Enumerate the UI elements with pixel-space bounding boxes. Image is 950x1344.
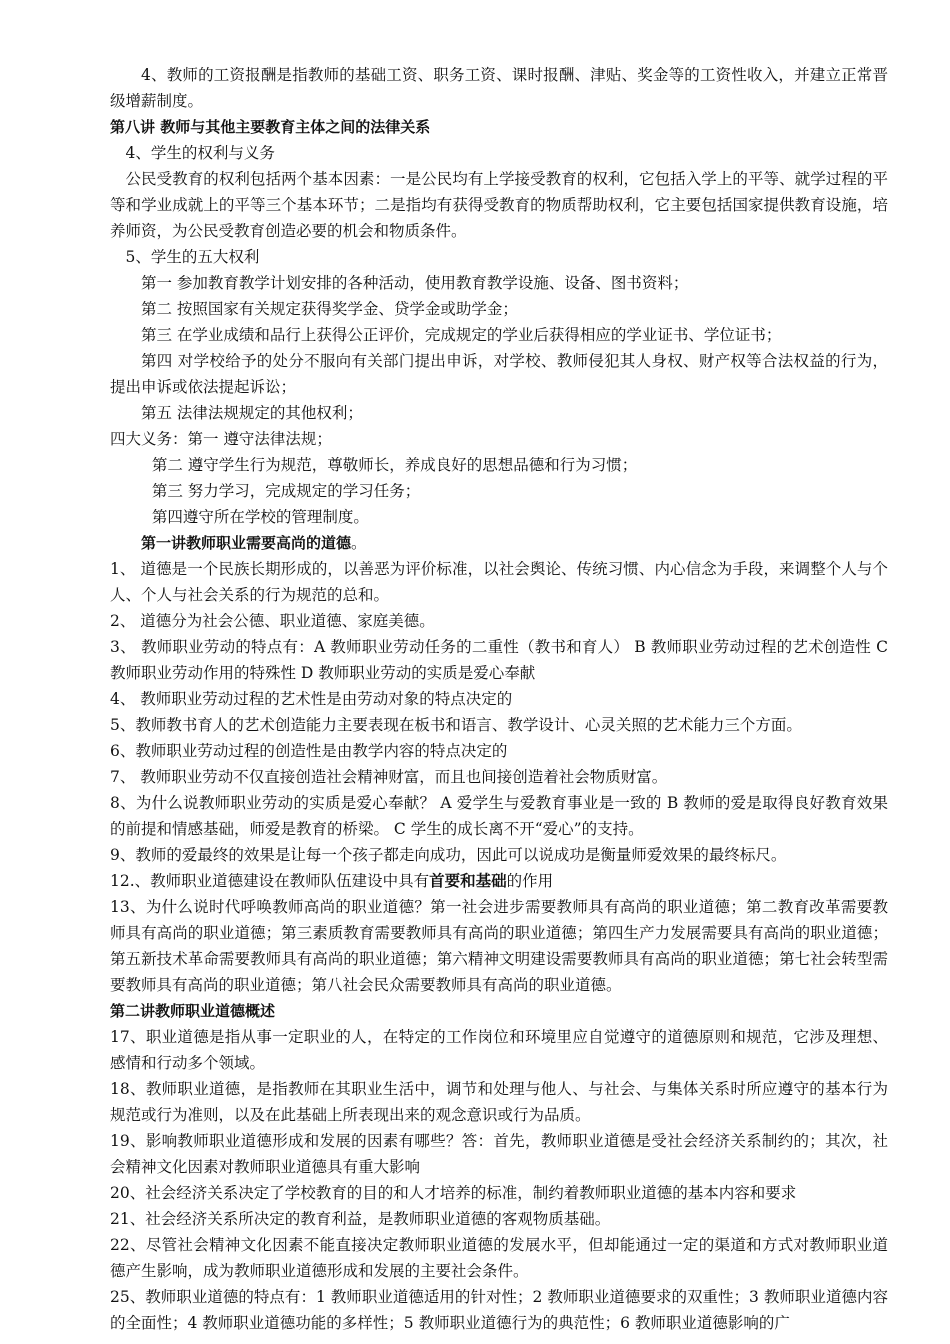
right-item-2: 第二 按照国家有关规定获得奖学金、贷学金或助学金； [141,300,518,318]
item-8: 8、为什么说教师职业劳动的实质是爱心奉献？ A 爱学生与爱教育事业是一致的 B 教师的爱是取得良好教育效果的前提和情感基础，师爱是教育的桥梁。 C 学生的成长离不开“爱心”的支持。 [110,794,888,838]
item-9: 9、教师的爱最终的效果是让每一个孩子都走向成功，因此可以说成功是衡量师爱效果的最终标尺。 [110,846,787,864]
duty-item-4: 第四遵守所在学校的管理制度。 [151,508,369,526]
item-13: 13、为什么说时代呼唤教师高尚的职业道德？第一社会进步需要教师具有高尚的职业道德；第二教育改革需要教师具有高尚的职业道德；第三素质教育需要教师具有高尚的职业道德；第四生产力发展需要具有高尚的职业道德；第五新技术革命需要教师具有高尚的职业道德；第六精神文明建设需要教师具有高尚的职业道德；第七社会转型需要教师具有高尚的职业道德；第八社会民众需要教师具有高尚的职业道德。 [110,898,888,994]
item-19: 19、影响教师职业道德形成和发展的因素有哪些？答：首先，教师职业道德是受社会经济关系制约的；其次，社会精神文化因素对教师职业道德具有重大影响 [110,1132,888,1176]
duty-item-1: 四大义务：第一 遵守法律法规； [110,430,332,448]
item-18: 18、教师职业道德，是指教师在其职业生活中，调节和处理与他人、与社会、与集体关系时所应遵守的基本行为规范或行为准则，以及在此基础上所表现出来的观念意识或行为品质。 [110,1080,888,1124]
heading-lecture-1: 第一讲教师职业需要高尚的道德 [141,534,352,552]
duty-item-3: 第三 努力学习，完成规定的学习任务； [151,482,421,500]
subheading-student-rights-duties: 4、学生的权利与义务 [125,144,275,162]
heading-lecture-8: 第八讲 教师与其他主要教育主体之间的法律关系 [110,118,431,136]
heading-lecture-1-tail: 。 [351,534,367,552]
item-12-prefix: 12.、教师职业道德建设在教师队伍建设中具有 [110,872,430,890]
heading-lecture-2: 第二讲教师职业道德概述 [110,1002,276,1020]
item-12-suffix: 的作用 [506,872,554,890]
duty-item-2: 第二 遵守学生行为规范，尊敬师长，养成良好的思想品德和行为习惯； [151,456,638,474]
item-25: 25、教师职业道德的特点有：1 教师职业道德适用的针对性；2 教师职业道德要求的双重性；3 教师职业道德内容的全面性；4 教师职业道德功能的多样性；5 教师职业道德行为的典范性；6 教师职业道德影响的广 [110,1288,888,1332]
subheading-five-rights: 5、学生的五大权利 [125,248,260,266]
paragraph-right-to-education: 公民受教育的权利包括两个基本因素：一是公民均有上学接受教育的权利，它包括入学上的平等、就学过程的平等和学业成就上的平等三个基本环节；二是指均有获得受教育的物质帮助权利，它主要包括国家提供教育设施，培养师资，为公民受教育创造必要的机会和物质条件。 [110,170,888,240]
item-1: 1、 道德是一个民族长期形成的，以善恶为评价标准，以社会舆论、传统习惯、内心信念为手段，来调整个人与个人、个人与社会关系的行为规范的总和。 [110,560,888,604]
right-item-3: 第三 在学业成绩和品行上获得公正评价，完成规定的学业后获得相应的学业证书、学位证书； [141,326,782,344]
item-17: 17、职业道德是指从事一定职业的人，在特定的工作岗位和环境里应自觉遵守的道德原则和规范，它涉及理想、感情和行动多个领域。 [110,1028,888,1072]
item-21: 21、社会经济关系所决定的教育利益，是教师职业道德的客观物质基础。 [110,1210,611,1228]
item-2: 2、 道德分为社会公德、职业道德、家庭美德。 [110,612,435,630]
item-12-emphasis: 首要和基础 [429,871,507,890]
right-item-4: 第四 对学校给予的处分不服向有关部门提出申诉，对学校、教师侵犯其人身权、财产权等合法权益的行为，提出申诉或依法提起诉讼； [110,352,888,396]
item-4: 4、 教师职业劳动过程的艺术性是由劳动对象的特点决定的 [110,690,513,708]
heading-lecture-1-line [110,530,888,556]
item-6: 6、教师职业劳动过程的创造性是由教学内容的特点决定的 [110,742,508,760]
item-12 [110,868,888,894]
item-20: 20、社会经济关系决定了学校教育的目的和人才培养的标准，制约着教师职业道德的基本内容和要求 [110,1184,797,1202]
item-3: 3、 教师职业劳动的特点有：A 教师职业劳动任务的二重性（教书和育人） B 教师职业劳动过程的艺术创造性 C 教师职业劳动作用的特殊性 D 教师职业劳动的实质是爱心奉献 [110,638,888,682]
item-7: 7、 教师职业劳动不仅直接创造社会精神财富，而且也间接创造着社会物质财富。 [110,768,668,786]
right-item-1: 第一 参加教育教学计划安排的各种活动，使用教育教学设施、设备、图书资料； [141,274,689,292]
item-5: 5、教师教书育人的艺术创造能力主要表现在板书和语言、教学设计、心灵关照的艺术能力三个方面。 [110,716,802,734]
right-item-5: 第五 法律法规规定的其他权利； [141,404,363,422]
item-22: 22、尽管社会精神文化因素不能直接决定教师职业道德的发展水平，但却能通过一定的渠道和方式对教师职业道德产生影响，成为教师职业道德形成和发展的主要社会条件。 [110,1236,888,1280]
paragraph-teacher-salary: 4、教师的工资报酬是指教师的基础工资、职务工资、课时报酬、津贴、奖金等的工资性收入，并建立正常晋级增薪制度。 [110,66,888,110]
document-body [110,62,888,1336]
